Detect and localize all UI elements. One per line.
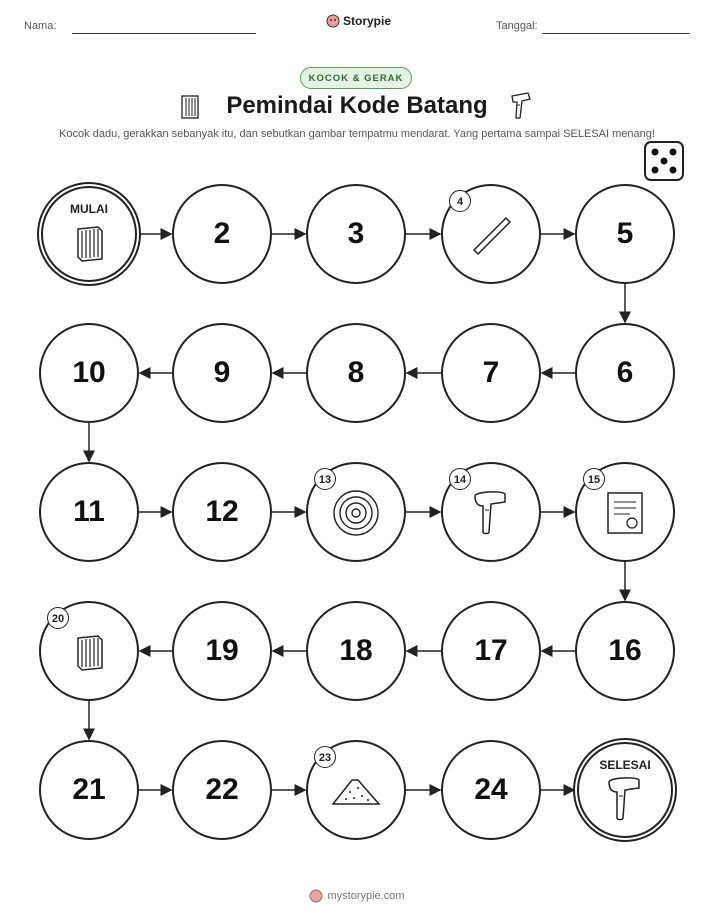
board-space-3 bbox=[306, 184, 406, 284]
board-space-24 bbox=[441, 740, 541, 840]
space-number: 2 bbox=[213, 217, 231, 250]
board-space-9 bbox=[172, 323, 272, 423]
footer bbox=[0, 889, 714, 903]
start-label: MULAI bbox=[70, 202, 108, 216]
board-space-2 bbox=[172, 184, 272, 284]
brand-name: Storypie bbox=[343, 14, 392, 28]
space-number: 5 bbox=[616, 217, 634, 250]
space-number-badge: 4 bbox=[449, 190, 471, 212]
space-number: 10 bbox=[72, 356, 106, 389]
board-space-21 bbox=[39, 740, 139, 840]
page-title: Pemindai Kode Batang bbox=[226, 92, 488, 119]
mascot-icon bbox=[309, 889, 323, 903]
space-number: 6 bbox=[616, 356, 634, 389]
barcode-icon bbox=[72, 632, 106, 677]
board-space-18 bbox=[306, 601, 406, 701]
space-number: 7 bbox=[482, 356, 500, 389]
board-space-12 bbox=[172, 462, 272, 562]
space-number-badge: 14 bbox=[449, 468, 471, 490]
board-space-16 bbox=[575, 601, 675, 701]
space-number-badge: 20 bbox=[47, 607, 69, 629]
board-space-25 bbox=[577, 742, 673, 838]
name-label: Nama: bbox=[24, 20, 57, 32]
board-space-14 bbox=[441, 462, 541, 562]
certificate-icon bbox=[604, 490, 646, 541]
finish-label: SELESAI bbox=[599, 758, 651, 772]
board-space-23 bbox=[306, 740, 406, 840]
instructions: Kocok dadu, gerakkan sebanyak itu, dan sebutkan gambar tempatmu mendarat. Yang pertama sampai SELESAI menang! bbox=[59, 128, 655, 140]
space-number-badge: 15 bbox=[583, 468, 605, 490]
target-icon bbox=[331, 488, 381, 543]
space-number: 16 bbox=[608, 634, 642, 667]
space-number: 9 bbox=[213, 356, 231, 389]
game-type-badge: KOCOK & GERAK bbox=[300, 67, 412, 89]
space-number: 8 bbox=[347, 356, 365, 389]
barcode-icon bbox=[72, 223, 106, 268]
space-number: 21 bbox=[72, 773, 106, 806]
board-space-10 bbox=[39, 323, 139, 423]
board-space-11 bbox=[39, 462, 139, 562]
space-number: 24 bbox=[474, 773, 508, 806]
board-space-1 bbox=[41, 186, 137, 282]
space-number: 3 bbox=[347, 217, 365, 250]
space-number: 12 bbox=[205, 495, 239, 528]
space-number: 18 bbox=[339, 634, 373, 667]
sand-pile-icon bbox=[330, 774, 382, 813]
laser-line-icon bbox=[466, 210, 516, 265]
board-space-7 bbox=[441, 323, 541, 423]
footer-url: mystorypie.com bbox=[327, 890, 405, 902]
space-number: 17 bbox=[474, 634, 508, 667]
board-space-19 bbox=[172, 601, 272, 701]
board-space-20 bbox=[39, 601, 139, 701]
board-space-22 bbox=[172, 740, 272, 840]
space-number: 22 bbox=[205, 773, 239, 806]
board-space-6 bbox=[575, 323, 675, 423]
scanner-icon bbox=[605, 774, 645, 829]
board-space-5 bbox=[575, 184, 675, 284]
board-space-17 bbox=[441, 601, 541, 701]
board-space-4 bbox=[441, 184, 541, 284]
space-number: 11 bbox=[73, 495, 105, 528]
space-number-badge: 23 bbox=[314, 746, 336, 768]
date-label: Tanggal: bbox=[496, 20, 538, 32]
scanner-icon bbox=[471, 488, 511, 543]
board-space-8 bbox=[306, 323, 406, 423]
space-number: 19 bbox=[205, 634, 239, 667]
board-space-13 bbox=[306, 462, 406, 562]
space-number-badge: 13 bbox=[314, 468, 336, 490]
board-space-15 bbox=[575, 462, 675, 562]
